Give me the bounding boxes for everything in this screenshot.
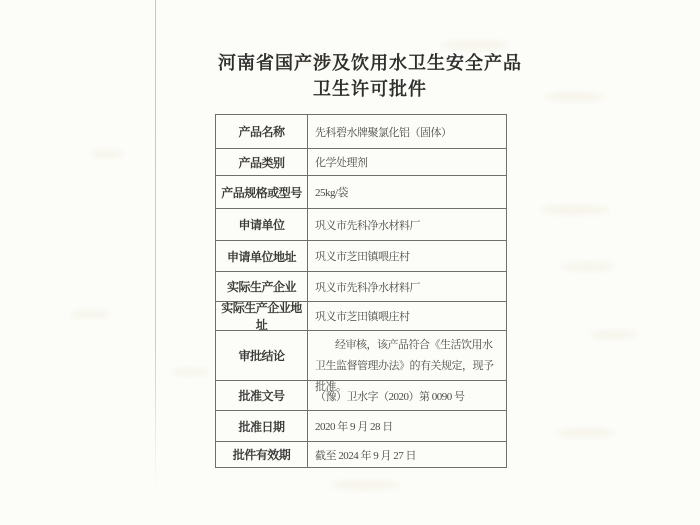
table-row [216, 176, 506, 209]
scan-artifact [330, 480, 400, 490]
row-label: 批件有效期 [216, 442, 308, 467]
scan-artifact [440, 40, 510, 50]
row-value: 巩义市芝田镇喂庄村 [315, 251, 410, 263]
table-row [216, 149, 506, 176]
document-title [160, 50, 580, 102]
row-label: 产品名称 [216, 115, 308, 148]
table-row [216, 209, 506, 241]
document-title-line2: 卫生许可批件 [313, 79, 427, 99]
row-label: 批准文号 [216, 381, 308, 410]
row-value: 巩义市先科净水材料厂 [315, 281, 420, 294]
table-row [216, 381, 506, 411]
scan-artifact [540, 205, 610, 215]
row-label: 申请单位 [216, 209, 308, 240]
scan-artifact [590, 330, 638, 339]
table-row [216, 241, 506, 272]
row-label: 产品规格或型号 [216, 176, 308, 208]
scan-artifact [90, 150, 124, 158]
table-row [216, 411, 506, 442]
document-title-line1: 河南省国产涉及饮用水卫生安全产品 [218, 53, 522, 73]
row-value: 先科碧水牌聚氯化铝（固体） [315, 126, 452, 139]
row-value: 经审核，该产品符合《生活饮用水卫生监督管理办法》的有关规定，现予批准。 [315, 339, 494, 393]
row-label: 实际生产企业地址 [216, 302, 308, 330]
scan-artifact [70, 310, 110, 318]
row-value: 化学处理剂 [315, 157, 368, 169]
row-value: 巩义市先科净水材料厂 [315, 219, 420, 232]
row-value: （豫）卫水字（2020）第 0090 号 [315, 390, 465, 403]
row-label: 实际生产企业 [216, 272, 308, 301]
scan-artifact [170, 368, 210, 376]
row-value: 25kg/袋 [315, 187, 349, 199]
table-row [216, 302, 506, 331]
row-value: 截至 2024 年 9 月 27 日 [315, 449, 416, 462]
paper-edge-line [155, 0, 156, 490]
scan-artifact [560, 262, 615, 271]
scan-artifact [555, 428, 615, 438]
table-row [216, 115, 506, 149]
row-label: 批准日期 [216, 411, 308, 441]
row-label: 审批结论 [216, 331, 308, 380]
row-label: 申请单位地址 [216, 241, 308, 271]
row-label: 产品类别 [216, 149, 308, 175]
row-value: 巩义市芝田镇喂庄村 [315, 311, 410, 323]
table-row [216, 272, 506, 302]
table-row [216, 331, 506, 393]
table-row [216, 442, 506, 467]
row-value: 2020 年 9 月 28 日 [315, 421, 393, 433]
approval-table [215, 114, 507, 468]
